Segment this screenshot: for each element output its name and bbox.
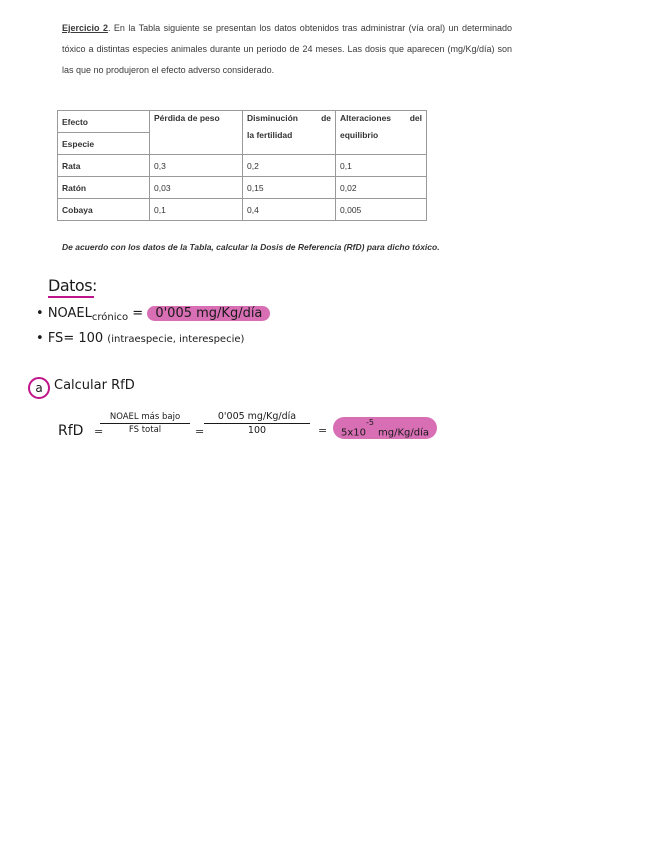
result-unit: mg/Kg/día <box>378 427 429 439</box>
rfd-result-highlight <box>333 417 437 439</box>
circled-a-icon: a <box>28 377 50 399</box>
table-row <box>58 199 427 221</box>
header-text: del <box>409 113 422 123</box>
fraction-value-over-100 <box>204 411 310 436</box>
notes-noael-line <box>36 306 270 321</box>
equals-sign: = <box>94 425 104 438</box>
task-statement: De acuerdo con los datos de la Tabla, calcular la Dosis de Referencia (RfD) para dicho tóxico. <box>62 242 440 252</box>
data-table <box>57 110 427 221</box>
header-text: equilibrio <box>340 130 379 140</box>
notes-fs-line <box>36 331 244 346</box>
exercise-text: . En la Tabla siguiente se presentan los datos obtenidos tras administrar (vía oral) un determinado tóxico a distintas especies animales durante un periodo de 24 meses. Las dosis que aparecen (mg/Kg/día) son las que no produjeron el efecto adverso considerado. <box>62 23 512 75</box>
table-cell-species: Rata <box>58 155 150 177</box>
bullet-icon: • <box>36 331 44 346</box>
fs-detail: (intraespecie, interespecie) <box>107 334 245 345</box>
exercise-label: Ejercicio 2 <box>62 23 108 33</box>
fraction-numerator: 0'005 mg/Kg/día <box>204 411 310 424</box>
result-exponent: -5 <box>366 418 374 427</box>
table-cell-species: Cobaya <box>58 199 150 221</box>
table-cell: 0,1 <box>150 199 243 221</box>
fs-label: FS= 100 <box>47 331 104 346</box>
fraction-denominator: FS total <box>128 425 162 435</box>
table-cell: 0,15 <box>243 177 336 199</box>
equals-sign: = <box>195 425 205 438</box>
table-cell: 0,4 <box>243 199 336 221</box>
table-header-balance <box>336 111 427 155</box>
table-header-fertility <box>243 111 336 155</box>
fraction-numerator: NOAEL más bajo <box>100 412 190 424</box>
table-row <box>58 177 427 199</box>
table-cell: 0,1 <box>336 155 427 177</box>
table-cell: 0,2 <box>243 155 336 177</box>
fraction-denominator: 100 <box>247 425 267 436</box>
rfd-label: RfD <box>58 423 84 439</box>
table-header-species: Especie <box>58 133 150 155</box>
table-cell: 0,3 <box>150 155 243 177</box>
table-header-effect: Efecto <box>58 111 150 133</box>
noael-label: NOAEL <box>47 306 92 321</box>
noael-value-highlight: 0'005 mg/Kg/día <box>147 306 270 321</box>
table-cell: 0,02 <box>336 177 427 199</box>
table-header-weight-loss: Pérdida de peso <box>150 111 243 155</box>
fraction-noael-over-fs <box>100 412 190 435</box>
noael-subscript: crónico <box>91 312 129 323</box>
header-text: de <box>321 113 331 123</box>
header-text: Disminución <box>247 113 299 123</box>
calc-title: Calcular RfD <box>54 378 135 393</box>
equals-sign: = <box>132 306 144 321</box>
exercise-paragraph <box>62 18 512 81</box>
notes-datos-title: Datos: <box>48 276 97 295</box>
header-text: la fertilidad <box>247 130 293 140</box>
result-base: 5x10 <box>341 427 367 439</box>
header-text: Alteraciones <box>340 113 392 123</box>
datos-underline <box>48 296 94 298</box>
bullet-icon: • <box>36 306 44 321</box>
equals-sign: = <box>318 424 328 437</box>
table-row <box>58 111 427 133</box>
table-row <box>58 155 427 177</box>
table-cell-species: Ratón <box>58 177 150 199</box>
table-cell: 0,005 <box>336 199 427 221</box>
table-cell: 0,03 <box>150 177 243 199</box>
